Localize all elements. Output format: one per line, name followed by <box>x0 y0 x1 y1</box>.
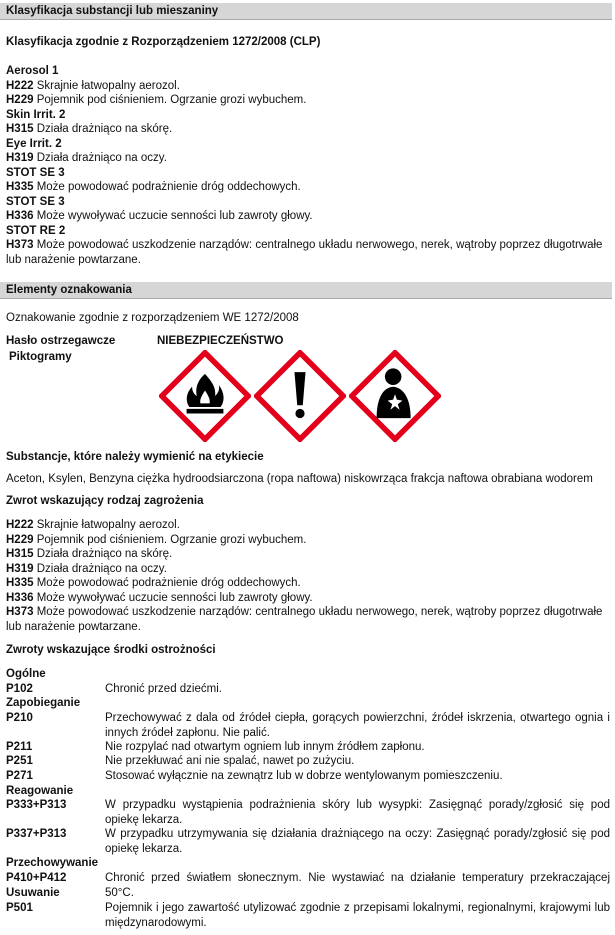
hazard-statements-label: Zwrot wskazujący rodzaj zagrożenia <box>6 495 204 507</box>
hazard-category: Skin Irrit. 2 <box>6 108 66 121</box>
hazard-statement: H373 Może powodować uszkodzenie narządów: centralnego układu nerwowego, nerek, wątroby poprzez długotrwałe lub narażenie powtarzane. <box>6 239 603 266</box>
precaution-category: Usuwanie <box>6 887 60 899</box>
precaution-category: Przechowywanie <box>6 857 99 869</box>
section-header-labelling: Elementy oznakowania <box>0 282 612 299</box>
hazard-statement: H336 Może wywoływać uczucie senności lub zawroty głowy. <box>6 210 313 222</box>
substances-label: Substancje, które należy wymienić na etykiecie <box>6 451 264 463</box>
hazard-category: STOT SE 3 <box>6 166 65 179</box>
precaution-category: Zapobieganie <box>6 697 81 709</box>
section-header-classification: Klasyfikacja substancji lub mieszaniny <box>0 3 612 20</box>
signal-word-label: Hasło ostrzegawcze <box>6 335 116 347</box>
hazard-category: STOT SE 3 <box>6 195 65 208</box>
hazard-statement: H222 Skrajnie łatwopalny aerozol. <box>6 519 180 531</box>
hazard-statement: H315 Działa drażniąco na skórę. <box>6 123 173 135</box>
flame-icon <box>159 350 251 442</box>
labelling-subtitle: Oznakowanie zgodnie z rozporządzeniem WE 1272/2008 <box>6 312 299 324</box>
hazard-statement: H222 Skrajnie łatwopalny aerozol. <box>6 79 180 92</box>
precaution-label: Zwroty wskazujące środki ostrożności <box>6 644 216 656</box>
precaution-category: Reagowanie <box>6 785 74 797</box>
hazard-statement: H335 Może powodować podrażnienie dróg oddechowych. <box>6 577 301 589</box>
classification-subtitle: Klasyfikacja zgodnie z Rozporządzeniem 1272/2008 (CLP) <box>6 36 321 48</box>
classification-list <box>6 64 606 267</box>
hazard-statement: H373 Może powodować uszkodzenie narządów: centralnego układu nerwowego, nerek, wątroby poprzez długotrwałe lub narażenie powtarzane. <box>6 606 603 633</box>
hazard-statement: H229 Pojemnik pod ciśnieniem. Ogrzanie grozi wybuchem. <box>6 94 307 106</box>
precaution-category: Ogólne <box>6 668 46 680</box>
hazard-statements-list <box>6 518 606 634</box>
hazard-category: Eye Irrit. 2 <box>6 137 62 150</box>
hazard-statement: H229 Pojemnik pod ciśnieniem. Ogrzanie grozi wybuchem. <box>6 533 307 546</box>
health-hazard-icon <box>349 350 441 442</box>
hazard-statement: H336 Może wywoływać uczucie senności lub zawroty głowy. <box>6 591 313 604</box>
signal-word: NIEBEZPIECZEŃSTWO <box>157 335 284 347</box>
hazard-statement: H319 Działa drażniąco na oczy. <box>6 152 167 164</box>
substances-text: Aceton, Ksylen, Benzyna ciężka hydroodsiarczona (ropa naftowa) niskowrząca frakcja naftowa obrabiana wodorem <box>6 473 593 485</box>
hazard-statement: H335 Może powodować podrażnienie dróg oddechowych. <box>6 181 301 193</box>
hazard-statement: H319 Działa drażniąco na oczy. <box>6 562 167 575</box>
hazard-statement: H315 Działa drażniąco na skórę. <box>6 548 173 560</box>
hazard-category: Aerosol 1 <box>6 65 59 77</box>
hazard-category: STOT RE 2 <box>6 224 66 237</box>
exclamation-icon <box>254 350 346 442</box>
pictograms-label: Piktogramy <box>9 351 72 363</box>
